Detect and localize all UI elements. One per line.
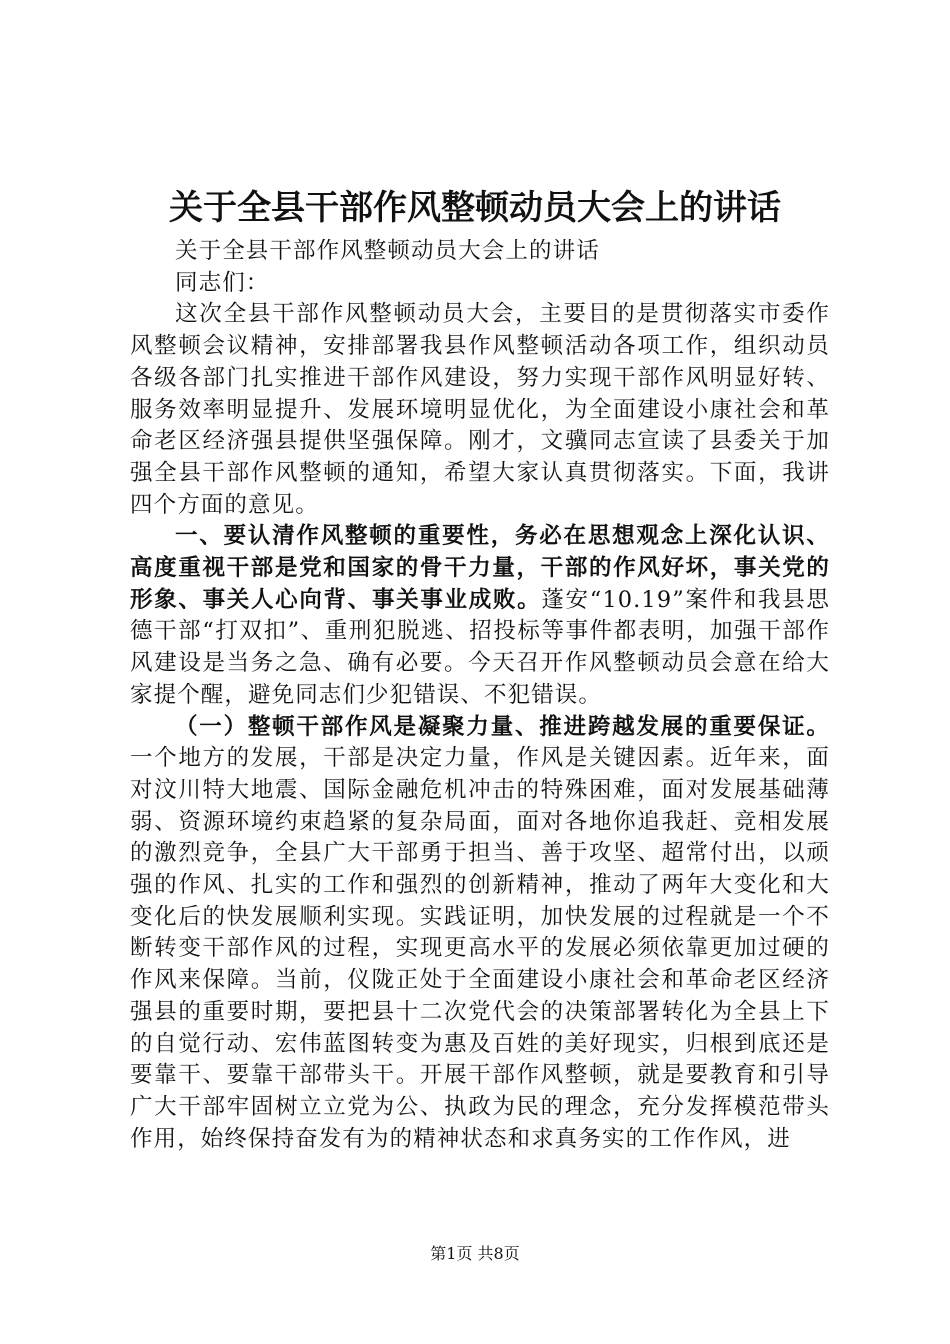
document-subtitle: 关于全县干部作风整顿动员大会上的讲话 (175, 238, 600, 264)
document-body (130, 236, 830, 1155)
page-footer: 第1页 共8页 (430, 1244, 520, 1263)
section-1-body: 蓬安“10.19”案件和我县思德干部“打双扣”、重刑犯脱逃、招投标等事件都表明，加强干部作风建设是当务之急、确有必要。今天召开作风整顿动员会意在给大家提个醒，避免同志们少犯错误、不犯错误。 (130, 586, 831, 708)
paragraph-section-1 (130, 521, 830, 711)
document-title: 关于全县干部作风整顿动员大会上的讲话 (169, 188, 781, 228)
subsection-1-body: 一个地方的发展，干部是决定力量，作风是关键因素。近年来，面对汶川特大地震、国际金融危机冲击的特殊困难，面对发展基础薄弱、资源环境约束趋紧的复杂局面，面对各地你追我赶、竞相发展的激烈竞争，全县广大干部勇于担当、善于攻坚、超常付出，以顽强的作风、扎实的工作和强烈的创新精神，推动了两年大变化和大变化后的快发展顺利实现。实践证明，加快发展的过程就是一个不断转变干部作风的过程，实现更高水平的发展必须依靠更加过硬的作风来保障。当前，仪陇正处于全面建设小康社会和革命老区经济强县的重要时期，要把县十二次党代会的决策部署转化为全县上下的自觉行动、宏伟蓝图转变为惠及百姓的美好现实，归根到底还是要靠干、要靠干部带头干。开展干部作风整顿，就是要教育和引导广大干部牢固树立立党为公、执政为民的理念，充分发挥模范带头作用，始终保持奋发有为的精神状态和求真务实的工作作风，进 (130, 745, 830, 1152)
section-1-heading: 一、要认清作风整顿的重要性，务必在思想观念上深化认识、高度重视干部是党和国家的骨干力量，干部的作风好坏，事关党的形象、事关人心向背、事关事业成败。 (130, 523, 830, 613)
salutation: 同志们： (175, 269, 270, 296)
subsection-1-heading: （一）整顿干部作风是凝聚力量、推进跨越发展的重要保证。 (175, 713, 830, 740)
paragraph-intro: 这次全县干部作风整顿动员大会，主要目的是贯彻落实市委作风整顿会议精神，安排部署我县作风整顿活动各项工作，组织动员各级各部门扎实推进干部作风建设，努力实现干部作风明显好转、服务效率明显提升、发展环境明显优化，为全面建设小康社会和革命老区经济强县提供坚强保障。刚才，文骥同志宣读了县委关于加强全县干部作风整顿的通知，希望大家认真贯彻落实。下面，我讲四个方面的意见。 (130, 301, 830, 518)
paragraph-subsection-1 (130, 712, 830, 1156)
